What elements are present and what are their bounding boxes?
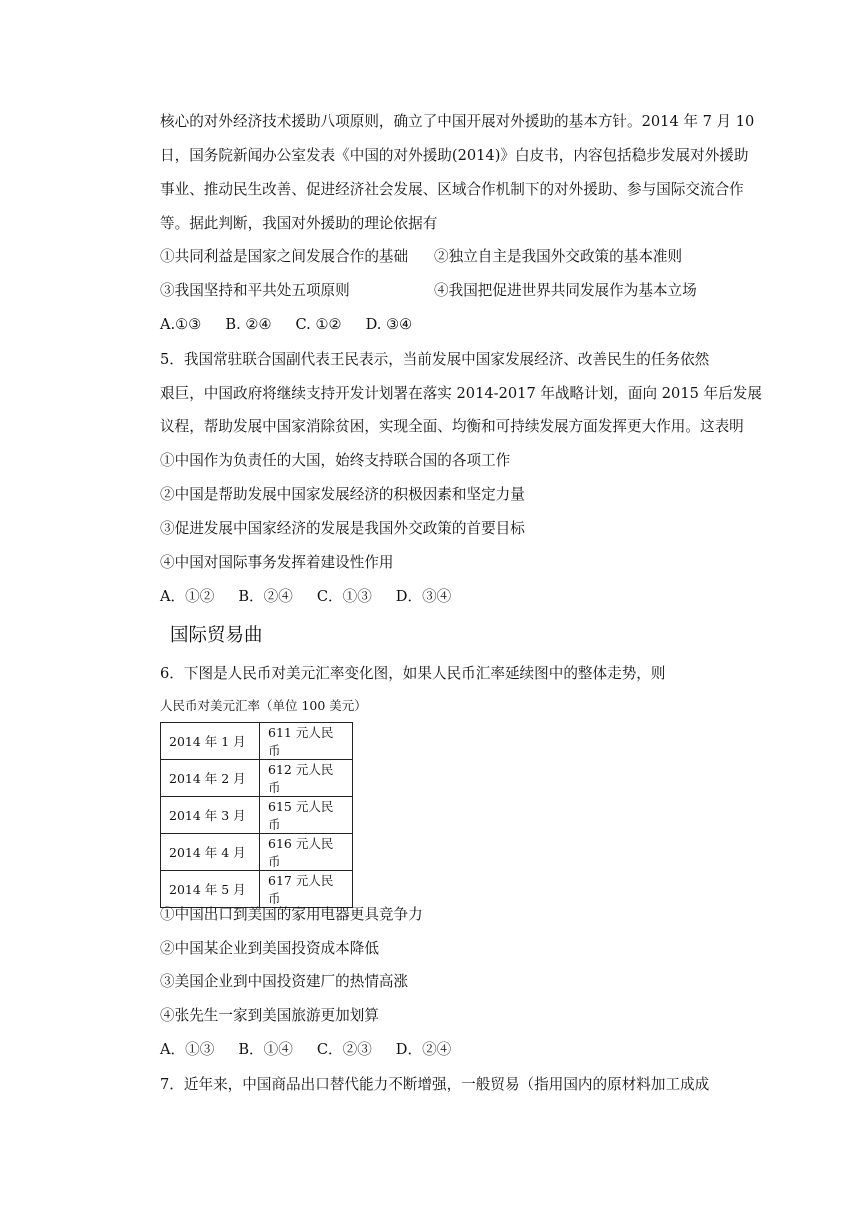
table-cell-rate: 616 元人民币 [260,834,353,871]
q5-line-3: 议程，帮助发展中国家消除贫困，实现全面、均衡和可持续发展方面发挥更大作用。这表明 [160,418,744,435]
table-row [161,834,353,871]
q5-statement-3: ③促进发展中国家经济的发展是我国外交政策的首要目标 [160,520,525,537]
q6-stem: 6．下图是人民币对美元汇率变化图，如果人民币汇率延续图中的整体走势，则 [160,665,666,682]
table-cell-rate: 617 元人民币 [260,871,353,908]
q4-line-3: 事业、推动民生改善、促进经济社会发展、区域合作机制下的对外援助、参与国际交流合作 [160,181,744,198]
q6-statement-2: ②中国某企业到美国投资成本降低 [160,940,379,957]
table-cell-month: 2014 年 3 月 [161,797,260,834]
q5-statement-1: ①中国作为负责任的大国，始终支持联合国的各项工作 [160,452,511,469]
table-cell-rate: 615 元人民币 [260,797,353,834]
q4-options [160,315,436,335]
q4-line-2: 日，国务院新闻办公室发表《中国的对外援助(2014)》白皮书，内容包括稳步发展对外援助 [160,147,749,164]
table-cell-month: 2014 年 2 月 [161,760,260,797]
section-heading: 国际贸易曲 [170,625,263,646]
q4-statement-2: ②独立自主是我国外交政策的基本准则 [434,248,683,265]
table-row [161,723,353,760]
table-cell-rate: 612 元人民币 [260,760,353,797]
q4-statement-1: ①共同利益是国家之间发展合作的基础 [160,248,409,265]
q5-line-2: 艰巨，中国政府将继续支持开发计划署在落实 2014-2017 年战略计划，面向 2015 年后发展 [160,385,762,402]
q5-options [160,587,475,607]
q5-line-1: 5．我国常驻联合国副代表王民表示，当前发展中国家发展经济、改善民生的任务依然 [160,351,710,368]
q6-option-b: B．①④ [238,1041,293,1058]
q5-option-b: B．②④ [238,588,293,605]
table-row [161,797,353,834]
table-row [161,760,353,797]
exchange-rate-table [160,722,353,908]
q4-statement-3: ③我国坚持和平共处五项原则 [160,282,350,299]
q5-option-c: C．①③ [316,588,372,605]
q5-option-d: D．③④ [395,588,452,605]
q6-option-d: D．②④ [395,1041,452,1058]
q4-option-a: A.①③ [160,316,202,333]
q6-statement-3: ③美国企业到中国投资建厂的热情高涨 [160,973,409,990]
q6-statement-1: ①中国出口到美国的家用电器更具竞争力 [160,906,423,923]
q6-option-a: A．①③ [160,1041,215,1058]
table-cell-month: 2014 年 1 月 [161,723,260,760]
table-cell-month: 2014 年 4 月 [161,834,260,871]
q4-option-d: D. ③④ [365,316,413,333]
table-cell-month: 2014 年 5 月 [161,871,260,908]
q7-stem: 7．近年来，中国商品出口替代能力不断增强，一般贸易（指用国内的原材料加工成成 [160,1076,710,1093]
q4-line-4: 等。据此判断，我国对外援助的理论依据有 [160,215,438,232]
q5-statement-4: ④中国对国际事务发挥着建设性作用 [160,554,394,571]
q4-statement-4: ④我国把促进世界共同发展作为基本立场 [434,282,697,299]
table-row [161,871,353,908]
table-caption: 人民币对美元汇率（单位 100 美元） [160,698,367,713]
q6-statement-4: ④张先生一家到美国旅游更加划算 [160,1007,379,1024]
q5-statement-2: ②中国是帮助发展中国家发展经济的积极因素和坚定力量 [160,486,525,503]
q6-options [160,1040,475,1060]
q4-option-c: C. ①② [295,316,342,333]
q4-line-1: 核心的对外经济技术援助八项原则，确立了中国开展对外援助的基本方针。2014 年 7 月 10 [160,113,755,130]
q4-option-b: B. ②④ [225,316,272,333]
q6-option-c: C．②③ [316,1041,372,1058]
table-cell-rate: 611 元人民币 [260,723,353,760]
q5-option-a: A．①② [160,588,215,605]
